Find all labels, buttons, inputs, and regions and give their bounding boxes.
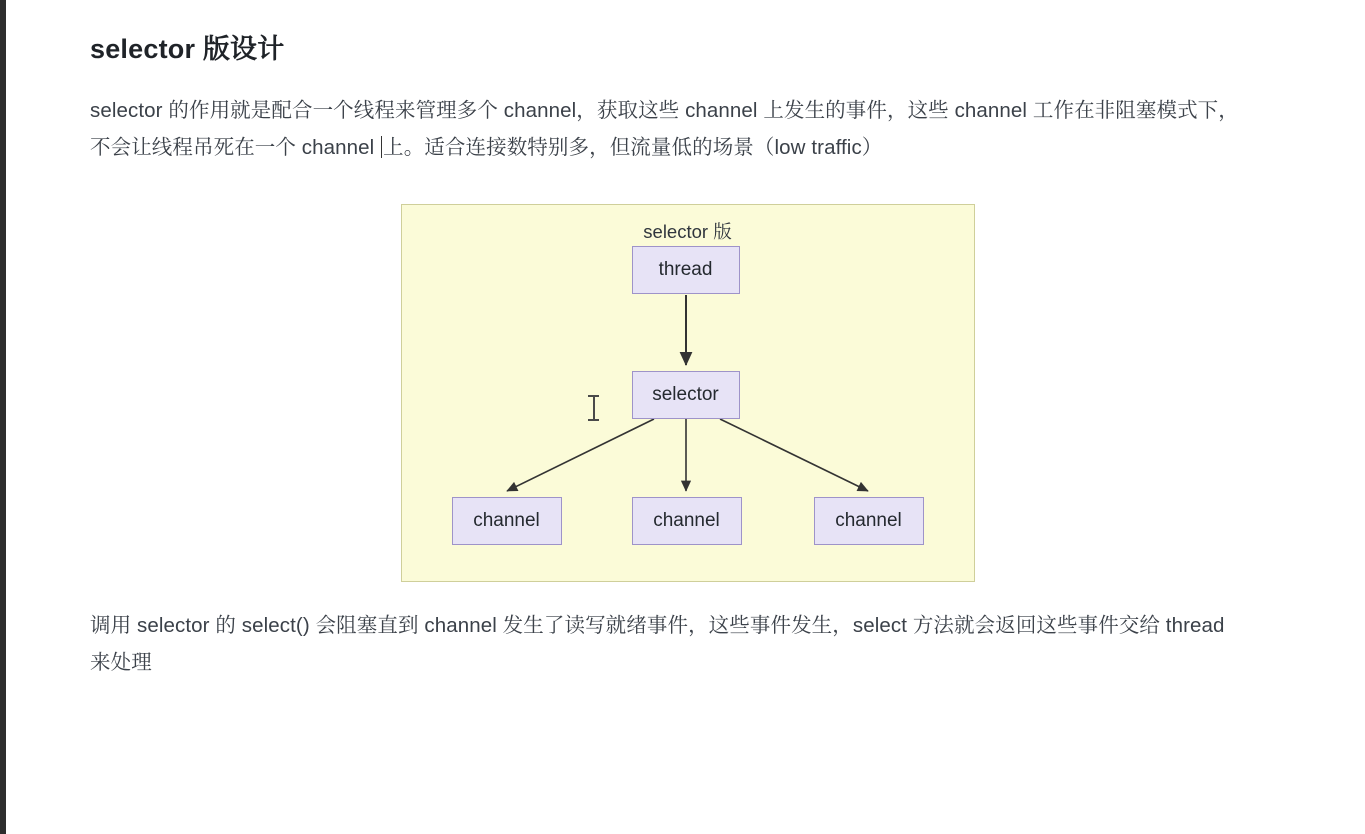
paragraph-select-explanation: 调用 selector 的 select() 会阻塞直到 channel 发生了读写就绪事件，这些事件发生，select 方法就会返回这些事件交给 thread 来处理: [90, 614, 1225, 674]
text-cursor-icon: [588, 395, 599, 421]
node-selector: selector: [632, 371, 740, 419]
node-thread: thread: [632, 246, 740, 294]
text-caret: [381, 136, 382, 158]
node-channel-middle: channel: [632, 497, 742, 545]
diagram-caption: selector 版: [643, 221, 732, 243]
paragraph-intro-text-b: 上。适合连接数特别多，但流量低的场景（low traffic）: [383, 135, 883, 159]
paragraph-intro-text-a: selector 的作用就是配合一个线程来管理多个 channel，获取这些 channel 上发生的事件，这些 channel 工作在非阻塞模式下，不会让线程吊死在一个 channel: [90, 99, 1239, 159]
selector-diagram: [401, 204, 975, 582]
page-title: selector 版设计: [90, 34, 285, 64]
document-content: [6, 0, 1365, 681]
node-channel-right: channel: [814, 497, 924, 545]
node-channel-left: channel: [452, 497, 562, 545]
figure-container: [90, 204, 1285, 582]
paragraph-intro: [90, 93, 1250, 166]
document-page: [6, 0, 1365, 834]
